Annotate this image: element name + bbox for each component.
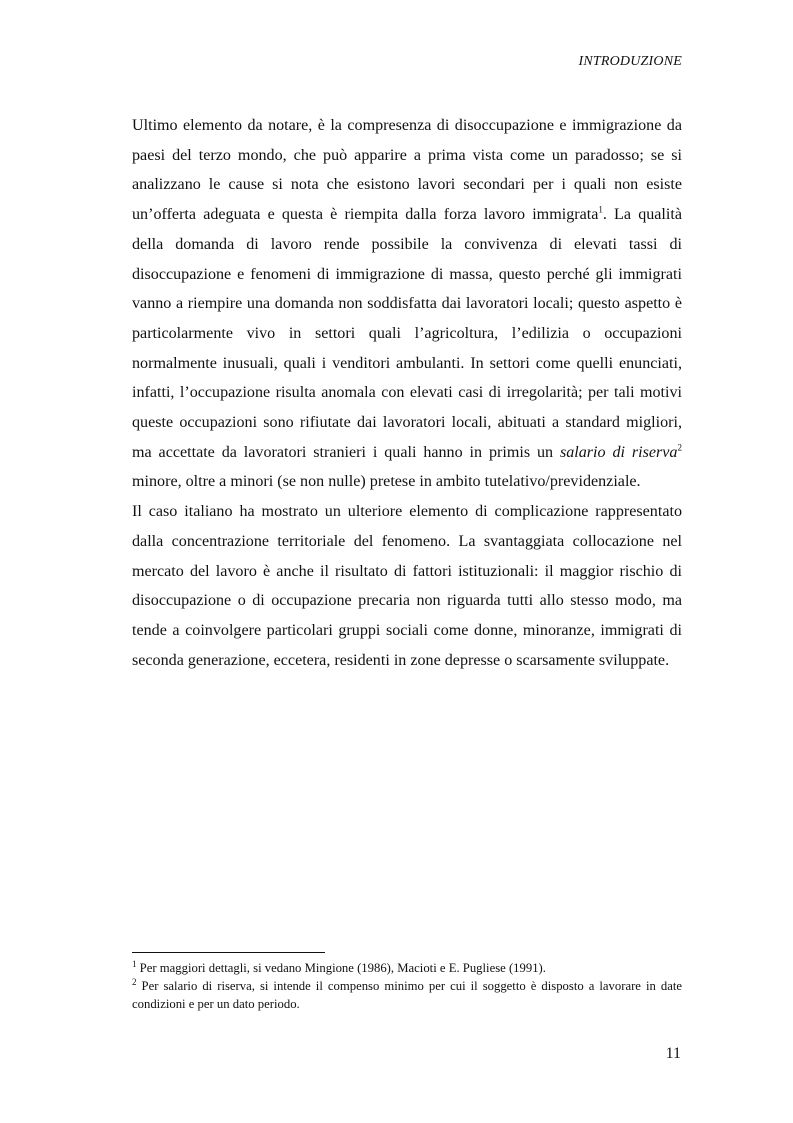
running-header: INTRODUZIONE bbox=[578, 54, 682, 69]
footnote-1-text: Per maggiori dettagli, si vedano Mingione (1986), Macioti e E. Pugliese (1991). bbox=[136, 961, 546, 975]
footnote-2-text: Per salario di riserva, si intende il compenso minimo per cui il soggetto è disposto a lavorare in date condizioni e per un dato periodo. bbox=[132, 979, 682, 1011]
paragraph-1-text-a: Ultimo elemento da notare, è la compresenza di disoccupazione e immigrazione da paesi del terzo mondo, che può apparire a prima vista come un paradosso; se si analizzano le cause si nota che esistono lavori secondari per i quali non esiste un’offerta adeguata e questa è riempita dalla forza lavoro immigrata bbox=[132, 117, 682, 224]
footnote-separator bbox=[132, 952, 325, 953]
footnote-2 bbox=[132, 977, 682, 1013]
footnote-2-mark: 2 bbox=[132, 976, 137, 987]
paragraph-1-text-c: minore, oltre a minori (se non nulle) pretese in ambito tutelativo/previdenziale. bbox=[132, 473, 641, 491]
footnote-ref-1: 1 bbox=[598, 204, 603, 215]
paragraph-2: Il caso italiano ha mostrato un ulteriore elemento di complicazione rappresentato dalla concentrazione territoriale del fenomeno. La svantaggiata collocazione nel mercato del lavoro è anche il risultato di fattori istituzionali: il maggior rischio di disoccupazione o di occupazione precaria non riguarda tutti allo stesso modo, ma tende a coinvolgere particolari gruppi sociali come donne, minoranze, immigrati di seconda generazione, eccetera, residenti in zone depresse o scarsamente sviluppate. bbox=[132, 503, 682, 669]
page-number: 11 bbox=[665, 1045, 681, 1062]
paragraph-1-text-b: . La qualità della domanda di lavoro rende possibile la convivenza di elevati tassi di disoccupazione e fenomeni di immigrazione di massa, questo perché gli immigrati vanno a riempire una domanda non soddisfatta dai lavoratori locali; questo aspetto è particolarmente vivo in settori quali l’agricoltura, l’edilizia o occupazioni normalmente inusuali, quali i venditori ambulanti. In settori come quelli enunciati, infatti, l’occupazione risulta anomala con elevati casi di irregolarità; per tali motivi queste occupazioni sono rifiutate dai lavoratori locali, abituati a standard migliori, ma accettate da lavoratori stranieri i quali hanno in primis un bbox=[132, 206, 682, 461]
footnote-ref-2: 2 bbox=[677, 442, 682, 453]
italic-term-salario-di-riserva: salario di riserva bbox=[559, 443, 678, 461]
footnotes bbox=[132, 959, 682, 1013]
footnote-1-mark: 1 bbox=[132, 958, 137, 969]
footnote-1 bbox=[132, 959, 682, 977]
paragraph-1 bbox=[132, 111, 682, 497]
body-text bbox=[132, 111, 682, 675]
